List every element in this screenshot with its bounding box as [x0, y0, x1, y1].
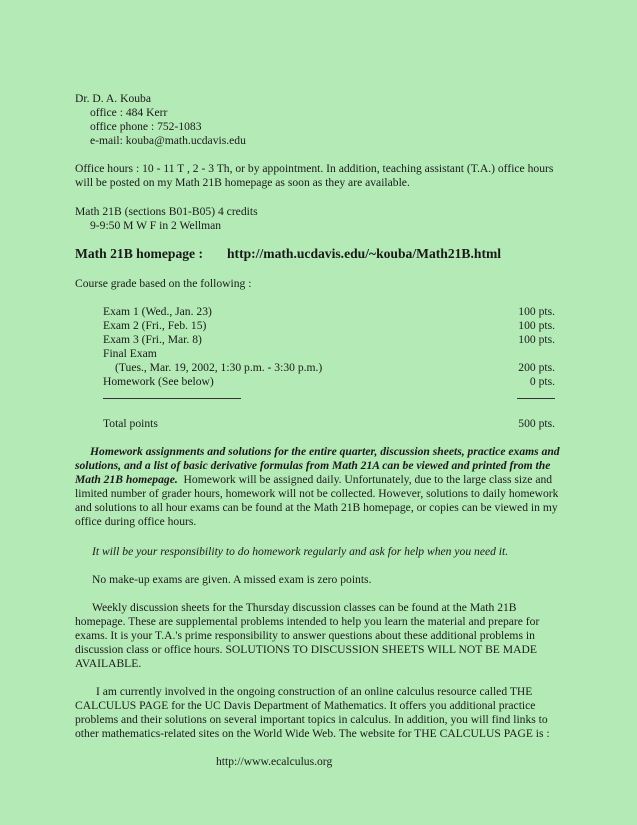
office-location: office : 484 Kerr — [90, 106, 168, 119]
grade-item-label: Exam 2 (Fri., Feb. 15) — [103, 319, 207, 332]
calculus-page-paragraph: I am currently involved in the ongoing construction of an online calculus resource called THE CALCULUS PAGE for the UC Davis Department of Mathematics. It offers you additional practice problems and their solutions on several important topics in calculus. In addition, you will find links to other mathematics-related sites on the World Wide Web. The website for THE CALCULUS PAGE is : — [75, 685, 550, 740]
instructor-contact — [75, 92, 570, 148]
discussion-paragraph: Weekly discussion sheets for the Thursday discussion classes can be found at the Math 21B homepage. These are supplemental problems intended to help you learn the material and prepare for exams. It is your T.A.'s prime responsibility to answer questions about these additional problems in discussion class or office hours. SOLUTIONS TO DISCUSSION SHEETS WILL NOT BE MADE AVAILABLE. — [75, 601, 540, 670]
grade-item-points: 0 pts. — [529, 375, 555, 388]
table-row — [103, 375, 557, 389]
total-label: Total points — [103, 417, 158, 430]
homework-text: Homework will be assigned daily. Unfortunately, due to the large class size and limited number of grader hours, homework will not be collected. However, solutions to daily homework and solutions to all hour exams can be found at the Math 21B homepage, or copies can be viewed in my office during office hours. — [75, 473, 559, 528]
homework-paragraph — [75, 445, 567, 529]
course-info — [75, 205, 570, 233]
course-schedule: 9-9:50 M W F in 2 Wellman — [90, 219, 222, 232]
grade-item-label: Exam 3 (Fri., Mar. 8) — [103, 333, 202, 346]
table-row — [103, 333, 557, 347]
grade-item-points: 200 pts. — [518, 361, 555, 374]
table-row — [103, 361, 557, 375]
grade-item-points: 100 pts. — [518, 333, 555, 346]
sum-divider — [103, 390, 241, 399]
instructor-name: Dr. D. A. Kouba — [75, 92, 151, 105]
homepage-label: Math 21B homepage : — [75, 246, 203, 261]
table-row — [103, 319, 557, 333]
grade-item-label: (Tues., Mar. 19, 2002, 1:30 p.m. - 3:30 p.m.) — [115, 361, 323, 374]
homework-emphasis: Homework assignments and solutions for the entire quarter, discussion sheets, practice exams and solutions, and a list of basic derivative formulas from Math 21A can be viewed and printed from the Math 21B homepage. — [75, 445, 560, 486]
spacer-row — [103, 403, 557, 417]
total-row — [103, 417, 557, 431]
table-row — [103, 305, 557, 319]
office-hours: Office hours : 10 - 11 T , 2 - 3 Th, or by appointment. In addition, teaching assistant (T.A.) office hours will be posted on my Math 21B homepage as soon as they are available. — [75, 162, 554, 189]
course-title: Math 21B (sections B01-B05) 4 credits — [75, 205, 258, 218]
grade-item-label: Homework (See below) — [103, 375, 214, 388]
grading-table — [103, 305, 557, 431]
total-points: 500 pts. — [518, 417, 555, 430]
sum-rule-row — [103, 389, 557, 403]
responsibility-note: It will be your responsibility to do homework regularly and ask for help when you need it. — [92, 545, 509, 558]
grade-item-label: Final Exam — [103, 347, 157, 360]
table-row — [103, 347, 557, 361]
homepage-url[interactable]: http://math.ucdavis.edu/~kouba/Math21B.html — [227, 246, 502, 261]
sum-divider — [517, 390, 555, 399]
grade-item-points — [465, 347, 557, 361]
grade-item-points: 100 pts. — [518, 319, 555, 332]
homepage-line — [75, 247, 595, 261]
grade-item-points: 100 pts. — [518, 305, 555, 318]
grading-intro: Course grade based on the following : — [75, 277, 252, 290]
email-address: e-mail: kouba@math.ucdavis.edu — [90, 134, 246, 147]
calculus-page-url[interactable]: http://www.ecalculus.org — [216, 755, 333, 768]
grade-item-label: Exam 1 (Wed., Jan. 23) — [103, 305, 212, 318]
makeup-policy: No make-up exams are given. A missed exam is zero points. — [92, 573, 372, 586]
office-phone: office phone : 752-1083 — [90, 120, 202, 133]
